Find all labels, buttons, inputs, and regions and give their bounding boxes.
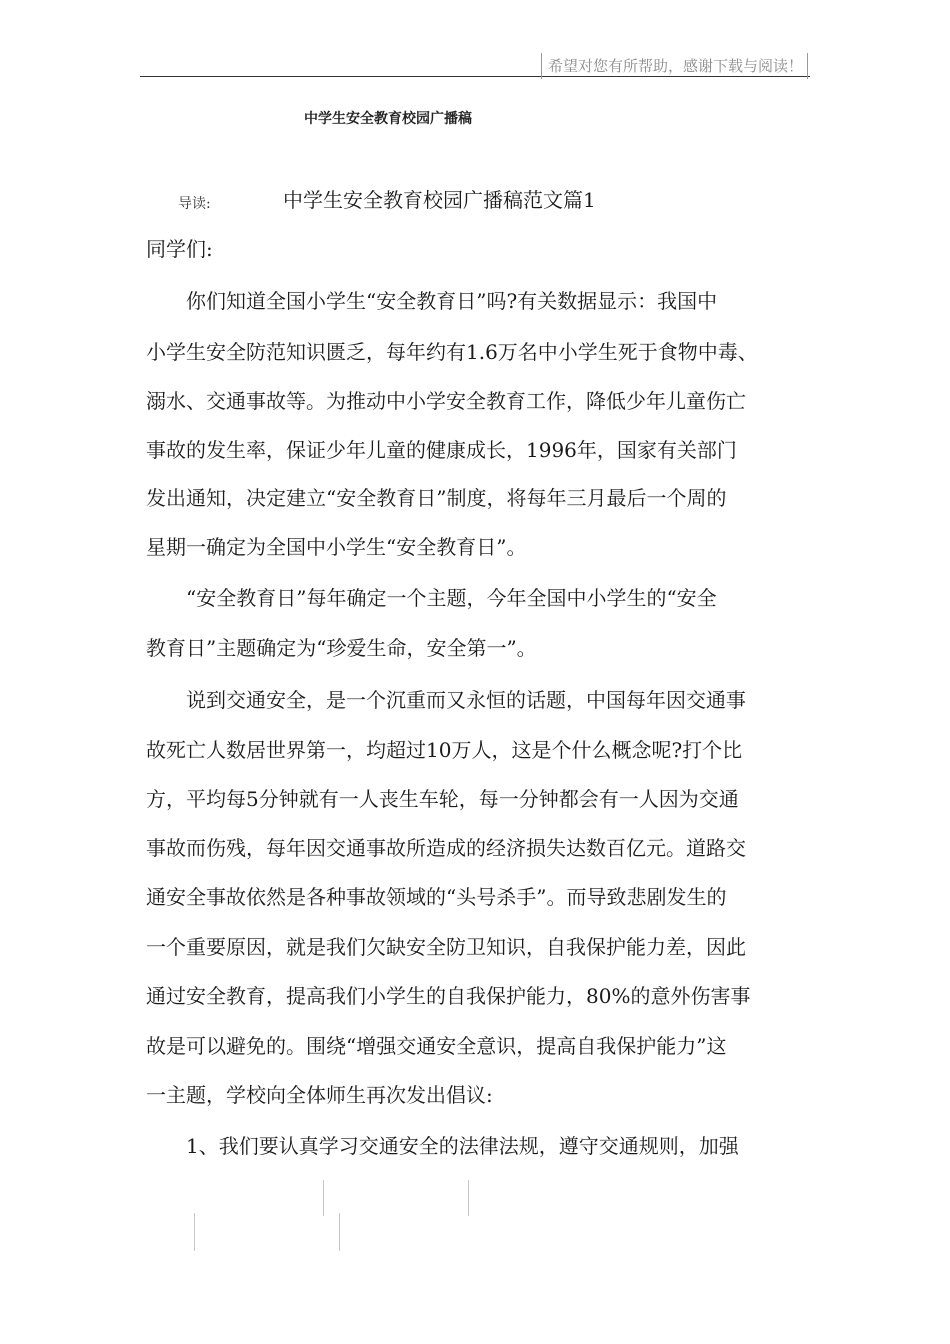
header-note: 希望对您有所帮助，感谢下载与阅读！: [541, 53, 808, 79]
paragraph-line: 说到交通安全，是一个沉重而又永恒的话题，中国每年因交通事: [186, 688, 746, 712]
paragraph-line: 事故的发生率，保证少年儿童的健康成长，1996年，国家有关部门: [146, 438, 737, 462]
table-border-line: [468, 1180, 469, 1216]
intro-label: 导读:: [178, 196, 211, 212]
table-border-line: [339, 1213, 340, 1251]
intro-text: 中学生安全教育校园广播稿范文篇1: [283, 188, 596, 212]
document-title: 中学生安全教育校园广播稿: [304, 111, 472, 127]
paragraph-line: 发出通知，决定建立“安全教育日”制度，将每年三月最后一个周的: [146, 486, 727, 510]
paragraph-line: 通安全事故依然是各种事故领域的“头号杀手”。而导致悲剧发生的: [146, 885, 727, 909]
paragraph-line: “安全教育日”每年确定一个主题，今年全国中小学生的“安全: [186, 586, 717, 610]
paragraph-line: 一主题，学校向全体师生再次发出倡议:: [146, 1083, 493, 1107]
paragraph-line: 教育日”主题确定为“珍爱生命，安全第一”。: [146, 636, 537, 660]
paragraph-line: 一个重要原因，就是我们欠缺安全防卫知识，自我保护能力差，因此: [146, 935, 746, 959]
paragraph-line: 方，平均每5分钟就有一人丧生车轮，每一分钟都会有一人因为交通: [146, 787, 739, 811]
paragraph-line: 故是可以避免的。围绕“增强交通安全意识，提高自我保护能力”这: [146, 1034, 727, 1058]
paragraph-line: 同学们:: [146, 237, 213, 261]
paragraph-line: 事故而伤残，每年因交通事故所造成的经济损失达数百亿元。道路交: [146, 836, 746, 860]
paragraph-line: 通过安全教育，提高我们小学生的自我保护能力，80%的意外伤害事: [146, 984, 751, 1008]
table-border-line: [194, 1213, 195, 1251]
paragraph-line: 溺水、交通事故等。为推动中小学安全教育工作，降低少年儿童伤亡: [146, 389, 746, 413]
table-border-line: [323, 1180, 324, 1216]
paragraph-line: 1、我们要认真学习交通安全的法律法规，遵守交通规则，加强: [186, 1134, 739, 1158]
paragraph-line: 你们知道全国小学生“安全教育日”吗?有关数据显示：我国中: [186, 289, 718, 313]
paragraph-line: 小学生安全防范知识匮乏，每年约有1.6万名中小学生死于食物中毒、: [146, 340, 758, 364]
paragraph-line: 星期一确定为全国中小学生“安全教育日”。: [146, 535, 527, 559]
paragraph-line: 故死亡人数居世界第一，均超过10万人，这是个什么概念呢?打个比: [146, 738, 743, 762]
